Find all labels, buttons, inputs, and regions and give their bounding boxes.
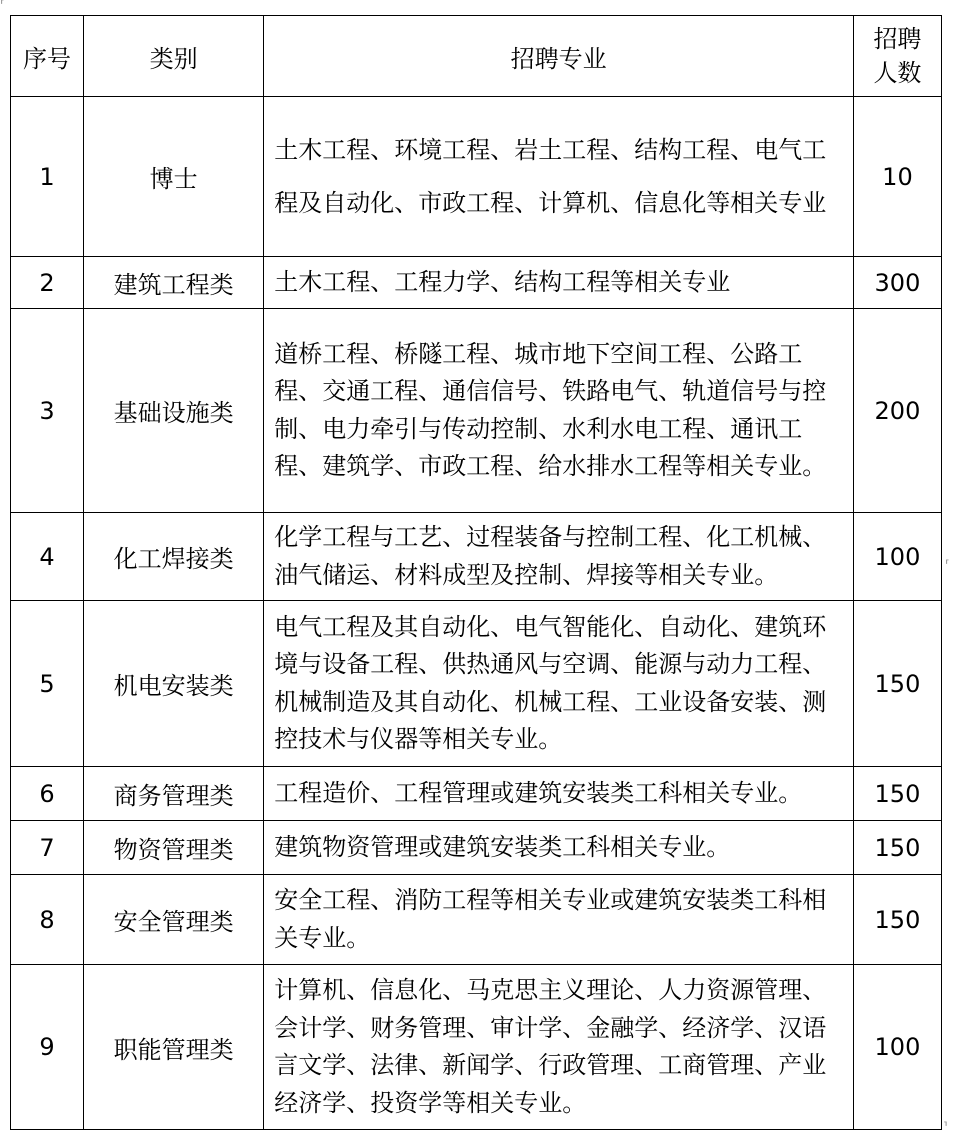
header-count-line2: 人数 [873, 59, 922, 87]
row-count: 150 [853, 767, 941, 821]
row-major: 道桥工程、桥隧工程、城市地下空间工程、公路工程、交通工程、通信信号、铁路电气、轨道信号与控制、电力牵引与传动控制、水利水电工程、通讯工程、建筑学、市政工程、给水排水工程等相关专业。 [264, 309, 854, 513]
row-no: 6 [11, 767, 84, 821]
row-major: 土木工程、工程力学、结构工程等相关专业 [264, 257, 854, 309]
table-row [11, 965, 942, 1130]
row-no: 8 [11, 875, 84, 965]
row-category: 机电安装类 [84, 601, 264, 767]
row-major: 化学工程与工艺、过程装备与控制工程、化工机械、油气储运、材料成型及控制、焊接等相关专业。 [264, 513, 854, 601]
row-no: 2 [11, 257, 84, 309]
row-major: 安全工程、消防工程等相关专业或建筑安装类工科相关专业。 [264, 875, 854, 965]
table-row [11, 513, 942, 601]
row-count: 100 [853, 965, 941, 1130]
row-no: 4 [11, 513, 84, 601]
row-category: 博士 [84, 97, 264, 257]
table-row [11, 97, 942, 257]
edit-marker-bottom-right: ⸣ [943, 1120, 948, 1134]
row-no: 9 [11, 965, 84, 1130]
table-row [11, 257, 942, 309]
row-count: 300 [853, 257, 941, 309]
row-major: 土木工程、环境工程、岩土工程、结构工程、电气工程及自动化、市政工程、计算机、信息化等相关专业 [264, 97, 854, 257]
header-no: 序号 [11, 16, 84, 97]
table-header-row [11, 16, 942, 97]
row-category: 安全管理类 [84, 875, 264, 965]
header-count-line1: 招聘 [873, 25, 922, 53]
table-row [11, 601, 942, 767]
table-row [11, 821, 942, 875]
row-major: 电气工程及其自动化、电气智能化、自动化、建筑环境与设备工程、供热通风与空调、能源与动力工程、机械制造及其自动化、机械工程、工业设备安装、测控技术与仪器等相关专业。 [264, 601, 854, 767]
row-count: 150 [853, 821, 941, 875]
row-no: 5 [11, 601, 84, 767]
row-category: 职能管理类 [84, 965, 264, 1130]
table-row [11, 875, 942, 965]
row-count: 100 [853, 513, 941, 601]
row-category: 化工焊接类 [84, 513, 264, 601]
header-major: 招聘专业 [264, 16, 854, 97]
row-major: 计算机、信息化、马克思主义理论、人力资源管理、会计学、财务管理、审计学、金融学、经济学、汉语言文学、法律、新闻学、行政管理、工商管理、产业经济学、投资学等相关专业。 [264, 965, 854, 1130]
header-count [853, 16, 941, 97]
row-no: 1 [11, 97, 84, 257]
row-major: 工程造价、工程管理或建筑安装类工科相关专业。 [264, 767, 854, 821]
row-category: 建筑工程类 [84, 257, 264, 309]
row-major: 建筑物资管理或建筑安装类工科相关专业。 [264, 821, 854, 875]
row-count: 150 [853, 875, 941, 965]
header-category: 类别 [84, 16, 264, 97]
edit-marker-right: ⸢ [945, 558, 950, 572]
recruitment-table [10, 15, 942, 1130]
table-row [11, 309, 942, 513]
edit-marker-top-left: ⸢ [0, 0, 5, 12]
row-category: 物资管理类 [84, 821, 264, 875]
row-category: 商务管理类 [84, 767, 264, 821]
row-count: 200 [853, 309, 941, 513]
table-row [11, 767, 942, 821]
row-count: 10 [853, 97, 941, 257]
row-count: 150 [853, 601, 941, 767]
row-category: 基础设施类 [84, 309, 264, 513]
row-no: 3 [11, 309, 84, 513]
row-no: 7 [11, 821, 84, 875]
